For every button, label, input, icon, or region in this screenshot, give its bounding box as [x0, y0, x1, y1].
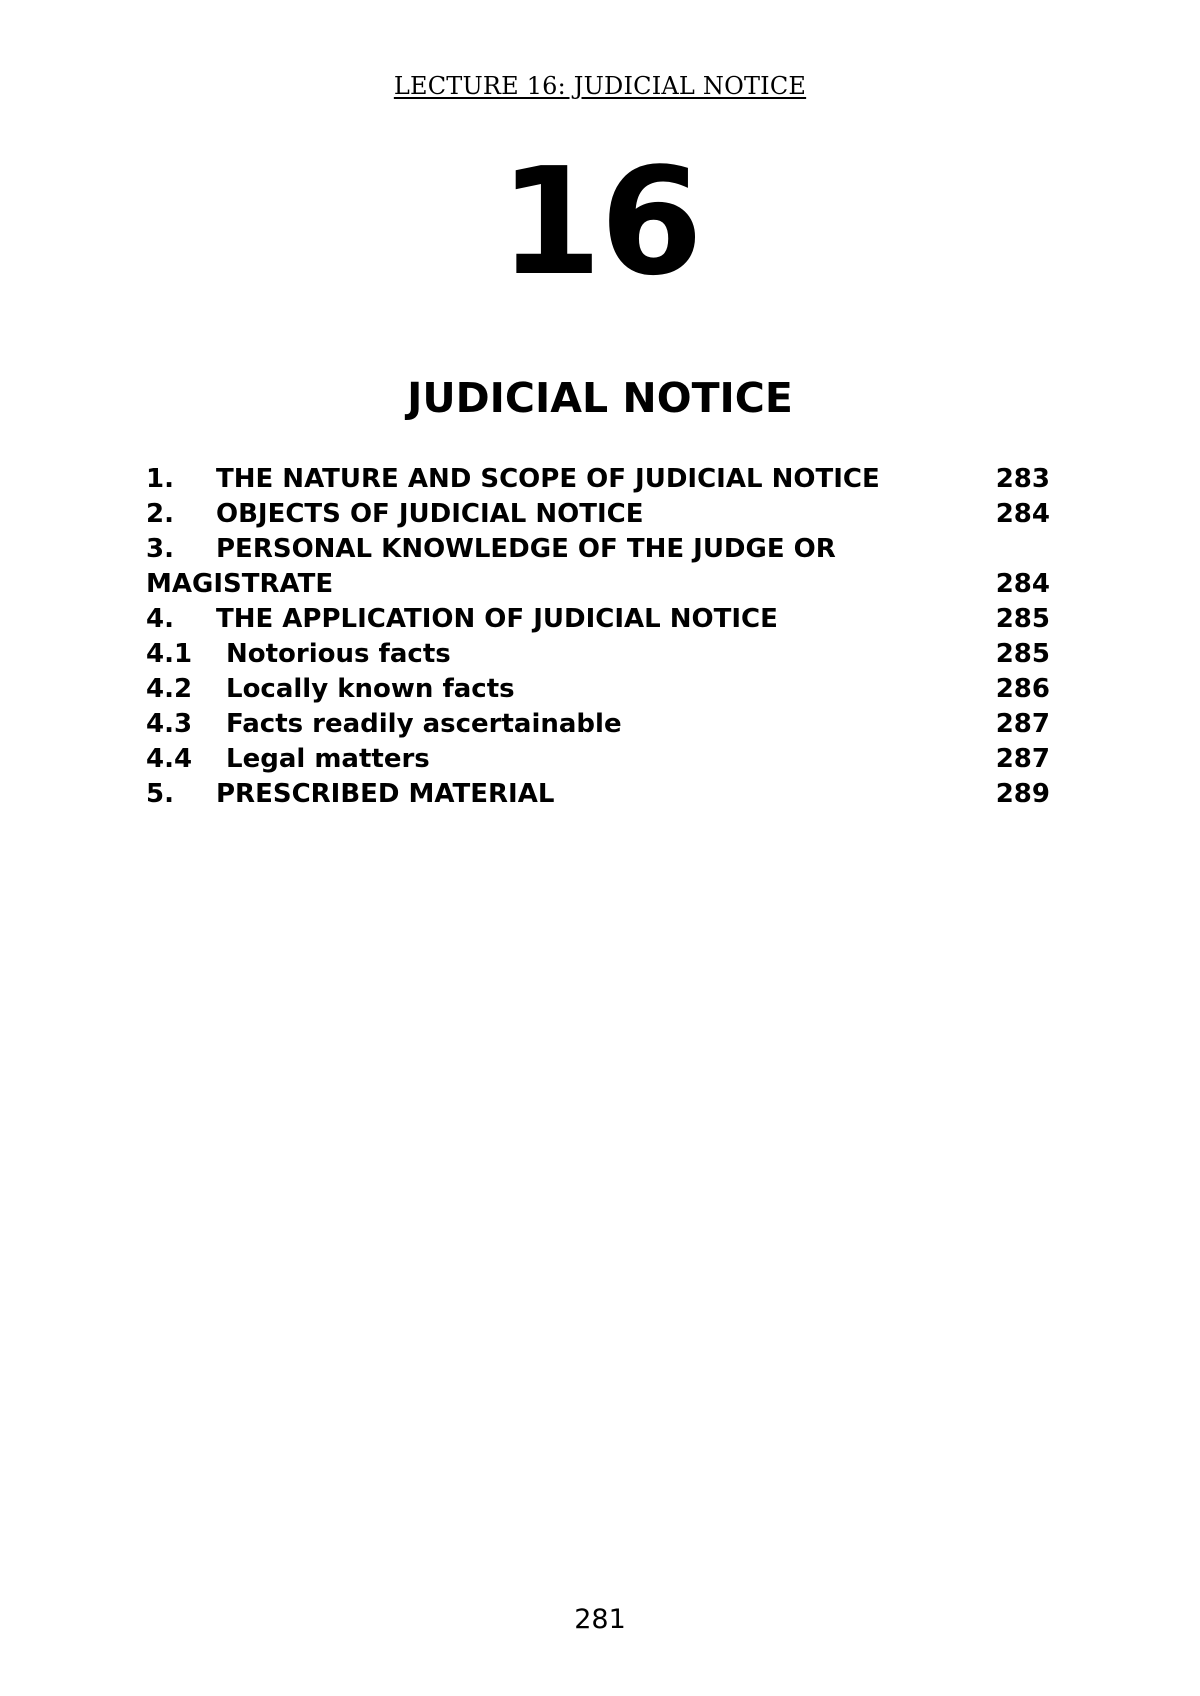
toc-entry-4-3: [146, 707, 1050, 742]
toc-entry-number: 4.: [146, 604, 174, 634]
toc-entry-title: THE APPLICATION OF JUDICIAL NOTICE: [216, 604, 778, 634]
toc-entry-page: 287: [995, 744, 1050, 774]
toc-entry-5: [146, 777, 1050, 812]
toc-entry-title: OBJECTS OF JUDICIAL NOTICE: [216, 499, 644, 529]
toc-entry-title: THE NATURE AND SCOPE OF JUDICIAL NOTICE: [216, 464, 880, 494]
toc-entry-1: [146, 462, 1050, 497]
chapter-title: JUDICIAL NOTICE: [407, 374, 793, 422]
toc-entry-number: 4.1: [146, 639, 193, 669]
toc-entry-page: 286: [995, 674, 1050, 704]
toc-entry-4-2: [146, 672, 1050, 707]
toc-entry-title: Locally known facts: [226, 674, 515, 704]
toc-entry-page: 283: [995, 464, 1050, 494]
toc-entry-number: 1.: [146, 464, 174, 494]
toc-entry-title: PERSONAL KNOWLEDGE OF THE JUDGE OR: [216, 534, 836, 564]
toc-entry-2: [146, 497, 1050, 532]
toc-entry-number: 5.: [146, 779, 174, 809]
toc-entry-number: 4.2: [146, 674, 193, 704]
toc-entry-page: 285: [995, 639, 1050, 669]
toc-entry-page: 289: [995, 779, 1050, 809]
toc-entry-4-4: [146, 742, 1050, 777]
toc-entry-page: 284: [995, 569, 1050, 599]
toc-entry-title: Legal matters: [226, 744, 430, 774]
toc-entry-title-continued: MAGISTRATE: [146, 569, 334, 599]
toc-entry-number: 4.4: [146, 744, 193, 774]
toc-entry-4-1: [146, 637, 1050, 672]
toc-entry-title: PRESCRIBED MATERIAL: [216, 779, 555, 809]
toc-entry-3: [146, 532, 1050, 567]
toc-entry-4: [146, 602, 1050, 637]
table-of-contents: [146, 462, 1050, 812]
toc-entry-number: 4.3: [146, 709, 193, 739]
toc-entry-page: 285: [995, 604, 1050, 634]
toc-entry-3-continued: [146, 567, 1050, 602]
running-header: LECTURE 16: JUDICIAL NOTICE: [393, 72, 807, 100]
toc-entry-number: 3.: [146, 534, 174, 564]
page-number: 281: [574, 1604, 626, 1635]
toc-entry-title: Notorious facts: [226, 639, 451, 669]
toc-entry-page: 287: [995, 709, 1050, 739]
toc-entry-page: 284: [995, 499, 1050, 529]
chapter-number: 16: [499, 136, 701, 308]
toc-entry-title: Facts readily ascertainable: [226, 709, 622, 739]
toc-entry-number: 2.: [146, 499, 174, 529]
